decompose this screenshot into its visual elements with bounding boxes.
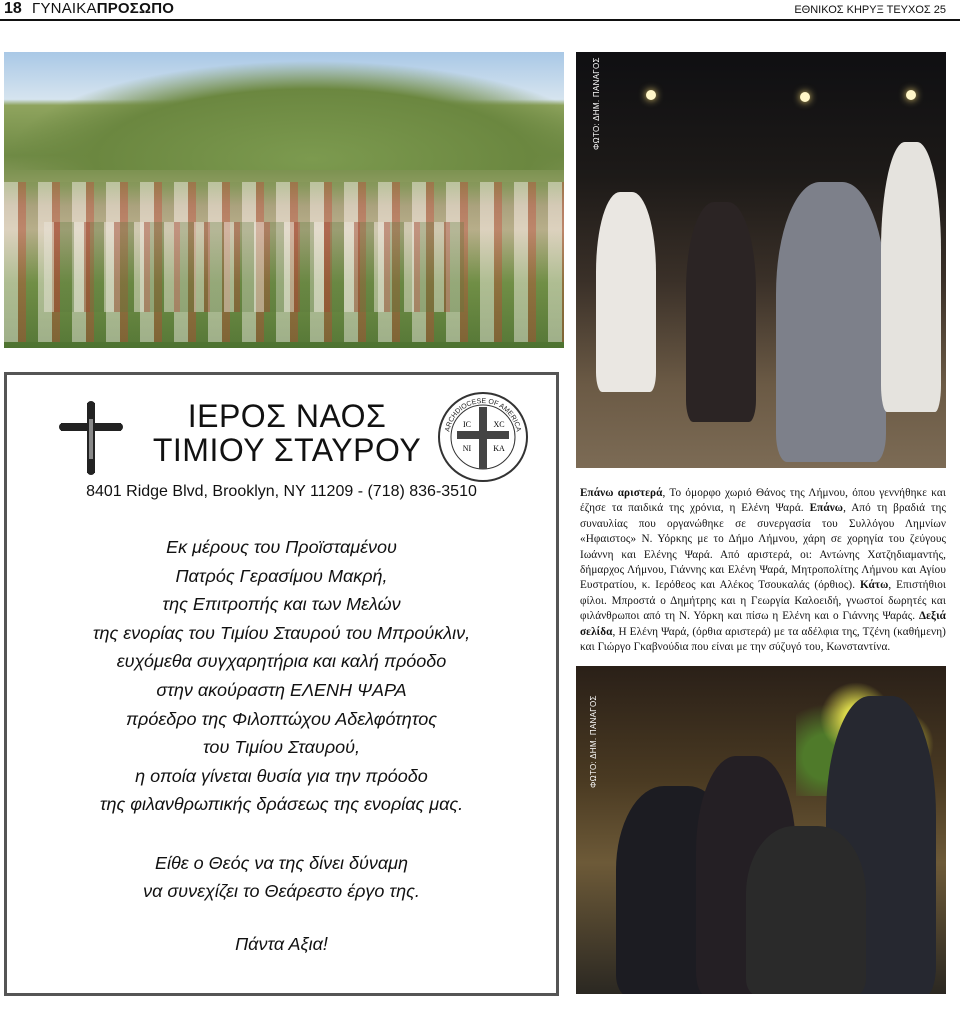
ad-line: Πατρός Γερασίμου Μακρή, — [175, 565, 388, 586]
friends-photo — [576, 666, 946, 994]
cross-icon — [59, 401, 123, 475]
header-rule — [0, 19, 960, 21]
person-figure — [746, 826, 866, 994]
ad-line: η οποία γίνεται θυσία για την πρόοδο — [135, 765, 428, 786]
lamp — [800, 92, 810, 102]
person-figure — [881, 142, 941, 412]
church-address: 8401 Ridge Blvd, Brooklyn, NY 11209 - (718) 836-3510 — [86, 483, 477, 500]
church-title — [137, 399, 437, 467]
caption-label: Επάνω αριστερά — [580, 487, 663, 499]
seal-text: ARCHDIOCESE OF AMERICA — [444, 397, 522, 433]
seal-xc: XC — [493, 420, 505, 429]
page-header — [0, 0, 960, 20]
ad-line: του Τιμίου Σταυρού, — [202, 737, 361, 758]
photo-credit: ΦΩΤΟ: ΔΗΜ. ΠΑΝΑΓΟΣ — [589, 695, 598, 788]
photo-credit: ΦΩΤΟ: ΔΗΜ. ΠΑΝΑΓΟΣ — [592, 57, 601, 150]
caption-label: Δεξιά σελίδα — [580, 610, 946, 638]
church-ad — [4, 372, 559, 996]
ad-line: της φιλανθρωπικής δράσεως της ενορίας μας. — [99, 794, 464, 815]
newspaper-issue: ΕΘΝΙΚΟΣ ΚΗΡΥΞ ΤΕΥΧΟΣ 25 — [794, 4, 946, 16]
lamp — [906, 90, 916, 100]
church-title-line2: ΤΙΜΙΟΥ ΣΤΑΥΡΟΥ — [152, 432, 422, 468]
seal-ic: IC — [463, 420, 471, 429]
village-photo — [4, 52, 564, 348]
caption-text: , Η Ελένη Ψαρά, (όρθια αριστερά) με τα αδέλφια της, Τζένη (καθήμενη) και Γιώργο Γκαβνούδια που είναι με την σύζυγό του, Κωνσταντίνα. — [580, 625, 946, 654]
archdiocese-seal-icon — [437, 391, 529, 483]
lamp — [646, 90, 656, 100]
village-houses-center — [44, 222, 464, 312]
ad-line: πρόεδρο της Φιλοπτώχου Αδελφότητος — [125, 708, 438, 729]
section-title — [32, 0, 174, 18]
metropolitan-figure — [776, 182, 886, 462]
church-title-line1: ΙΕΡΟΣ ΝΑΟΣ — [187, 398, 387, 434]
caption-label: Επάνω — [809, 502, 844, 515]
ad-message — [7, 533, 556, 819]
person-figure — [686, 202, 756, 422]
ad-line: της Επιτροπής και των Μελών — [162, 594, 401, 615]
ad-line: Εκ μέρους του Προϊσταμένου — [166, 537, 397, 557]
caption-text: , Επιστήθιοι φίλοι. Μπροστά ο Δημήτρης και η Γεωργία Καλοειδή, γνωστοί δωρητές και φιλάνθρωποι από τη Ν. Υόρκη και πίσω η Ελένη και ο Γιάννης Ψαράς. — [580, 579, 947, 623]
section-title-bold: ΠΡΟΣΩΠΟ — [96, 0, 175, 17]
wish-line: να συνεχίζει το Θεάρεστο έργο της. — [143, 881, 420, 901]
ad-line: στην ακούραστη ΕΛΕΝΗ ΨΑΡΑ — [156, 679, 407, 700]
person-figure — [596, 192, 656, 392]
concert-photo — [576, 52, 946, 468]
section-title-light: ΓΥΝΑΙΚΑ — [32, 0, 97, 17]
page-number: 18 — [4, 0, 22, 17]
caption-text: , Από τη βραδιά της συναυλίας που οργανώθηκε σε συνεργασία του Συλλόγου Λημνίων «Ηφαιστος» Ν. Υόρκης με το Δήμο Λήμνου, χάρη σε χορηγία του ζεύγους Ιωάννη και Ελένης Ψαρά. Από αριστερά, οι: Αντώνης Χατζηδιαμαντής, δήμαρχος Λήμνου, Γιάννης και Ελένη Ψαρά, Μητροπολίτης Λήμνου και Αγίου Ευστρατίου, κ. Ιερόθεος και Αλέκος Τσουκαλάς (όρθιος). — [580, 502, 946, 592]
ad-line: της ενορίας του Τιμίου Σταυρού του Μπρούκλιν, — [92, 622, 471, 643]
seal-ni: NI — [462, 444, 472, 453]
ad-line: ευχόμεθα συγχαρητήρια και καλή πρόοδο — [116, 651, 447, 672]
caption-label: Κάτω — [859, 579, 889, 592]
photo-caption — [580, 486, 946, 655]
caption-text: , Το όμορφο χωριό Θάνος της Λήμνου, όπου γεννήθηκε και έζησε τα παιδικά της χρόνια, η Ελένη Ψαρά. — [580, 487, 946, 515]
village-hill — [4, 60, 564, 170]
ad-wish — [7, 849, 556, 905]
ad-closing: Πάντα Αξια! — [235, 934, 328, 954]
wish-line: Είθε ο Θεός να της δίνει δύναμη — [154, 853, 409, 873]
seal-ka: KA — [493, 444, 505, 453]
